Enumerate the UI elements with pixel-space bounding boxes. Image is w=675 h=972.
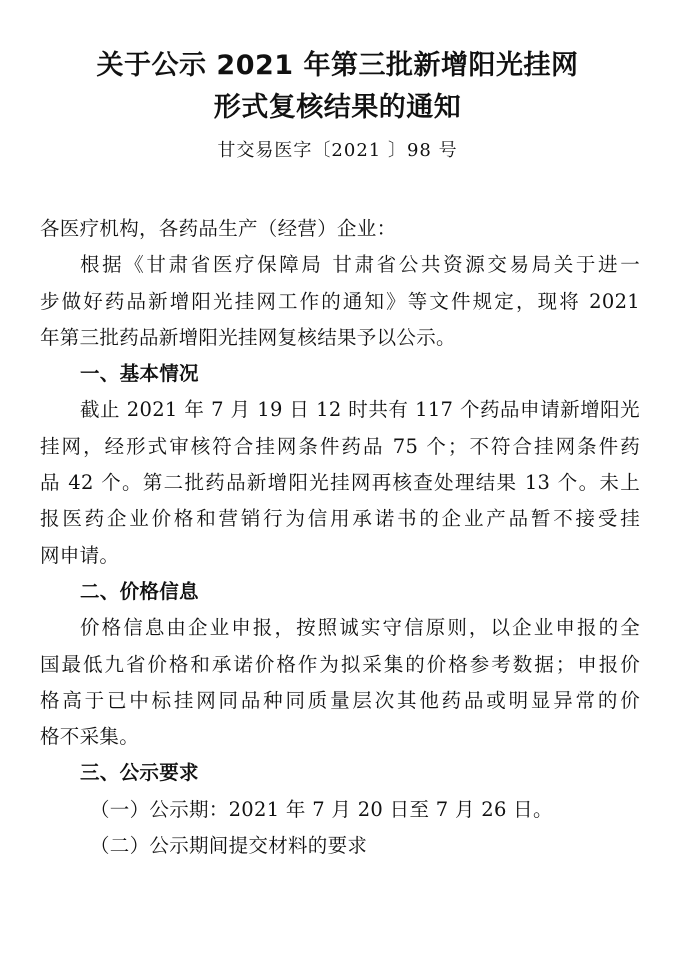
section-heading-price-info: 二、价格信息 [80,579,199,603]
section1-line: 挂网，经形式审核符合挂网条件药品 75 个；不符合挂网条件药 [40,434,640,458]
document-body [40,211,640,864]
section2-line: 国最低九省价格和承诺价格作为拟采集的价格参考数据；申报价 [40,652,640,676]
section2-line: 格不采集。 [40,725,140,749]
document-number: 甘交易医字〔2021 〕98 号 [217,140,458,161]
document-title-line-2: 形式复核结果的通知 [213,92,462,123]
salutation: 各医疗机构，各药品生产（经营）企业： [40,217,397,240]
section3-item: （二）公示期间提交材料的要求 [90,834,368,858]
intro-line: 步做好药品新增阳光挂网工作的通知》等文件规定，现将 2021 [40,289,640,313]
section1-line: 报医药企业价格和营销行为信用承诺书的企业产品暂不接受挂 [40,507,640,531]
intro-line: 根据《甘肃省医疗保障局 甘肃省公共资源交易局关于进一 [80,253,640,277]
section-heading-basic-info: 一、基本情况 [80,362,199,386]
document-title-line-1: 关于公示 2021 年第三批新增阳光挂网 [96,50,579,81]
section-heading-publicity-requirements: 三、公示要求 [80,761,199,785]
section1-line: 网申请。 [40,543,120,567]
section1-line: 品 42 个。第二批药品新增阳光挂网再核查处理结果 13 个。未上 [40,471,640,495]
section3-item: （一）公示期：2021 年 7 月 20 日至 7 月 26 日。 [90,797,553,821]
intro-line: 年第三批药品新增阳光挂网复核结果予以公示。 [40,325,456,349]
section1-line: 截止 2021 年 7 月 19 日 12 时共有 117 个药品申请新增阳光 [80,398,640,422]
section2-line: 价格信息由企业申报，按照诚实守信原则，以企业申报的全 [80,616,640,640]
section2-line: 格高于已中标挂网同品种同质量层次其他药品或明显异常的价 [40,688,640,712]
